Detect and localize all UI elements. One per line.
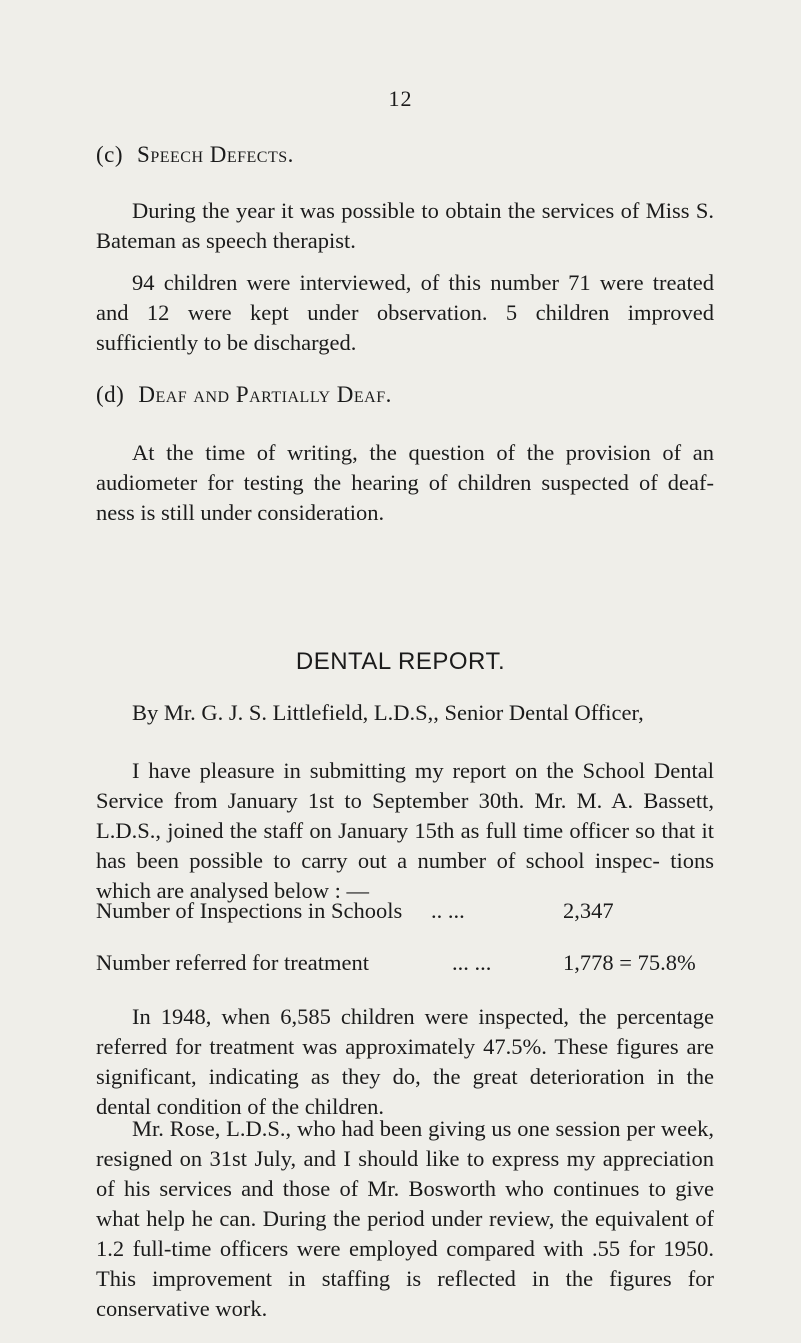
stat-value: 1,778 = 75.8%	[563, 950, 696, 975]
speech-paragraph-2: 94 children were interviewed, of this number 71 were treated and 12 were kept under observation. 5 children improved sufficiently to be discharged.	[96, 270, 714, 355]
stat-value: 2,347	[563, 898, 614, 923]
section-marker: (d)	[96, 382, 125, 407]
dental-intro-paragraph: I have pleasure in submitting my report on the School Dental Service from January 1st to September 30th. Mr. M. A. Bassett, L.D.S., joined the staff on January 15th as full time officer so that it has been possible to carry out a number of school inspec- tions which are analysed below : —	[96, 758, 714, 903]
section-marker: (c)	[96, 142, 124, 167]
stat-leader-dots: .. ...	[431, 898, 465, 923]
speech-paragraph-1: During the year it was possible to obtain the services of Miss S. Bateman as speech therapist.	[96, 198, 714, 253]
page-number: 12	[388, 86, 413, 111]
stat-label: Number of Inspections in Schools	[96, 898, 403, 923]
section-title: Speech Defects.	[137, 142, 294, 167]
dental-paragraph-1948: In 1948, when 6,585 children were inspected, the percentage referred for treatment was approximately 47.5%. These figures are significant, indicating as they do, the great deterioration in the dental condition of the children.	[96, 1004, 714, 1119]
section-heading-deaf	[96, 382, 392, 408]
dental-paragraph-staffing: Mr. Rose, L.D.S., who had been giving us one session per week, resigned on 31st July, and I should like to express my appreciation of his services and those of Mr. Bosworth who continues to give what help he can. During the period under review, the equivalent of 1.2 full-time officers were employed compared with .55 for 1950. This improvement in staffing is reflected in the figures for conservative work.	[96, 1116, 714, 1321]
section-title: Deaf and Partially Deaf.	[138, 382, 392, 407]
dental-report-title: DENTAL REPORT.	[295, 648, 506, 675]
stat-leader-dots: ... ...	[452, 950, 492, 975]
dental-report-byline: By Mr. G. J. S. Littlefield, L.D.S,, Senior Dental Officer,	[132, 700, 644, 725]
section-heading-speech-defects	[96, 142, 294, 168]
deaf-paragraph-1: At the time of writing, the question of the provision of an audiometer for testing the hearing of children suspected of deaf- ness is still under consideration.	[96, 440, 714, 525]
stat-row-referred	[96, 950, 716, 980]
stat-row-inspections	[96, 898, 716, 928]
stat-label: Number referred for treatment	[96, 950, 369, 975]
